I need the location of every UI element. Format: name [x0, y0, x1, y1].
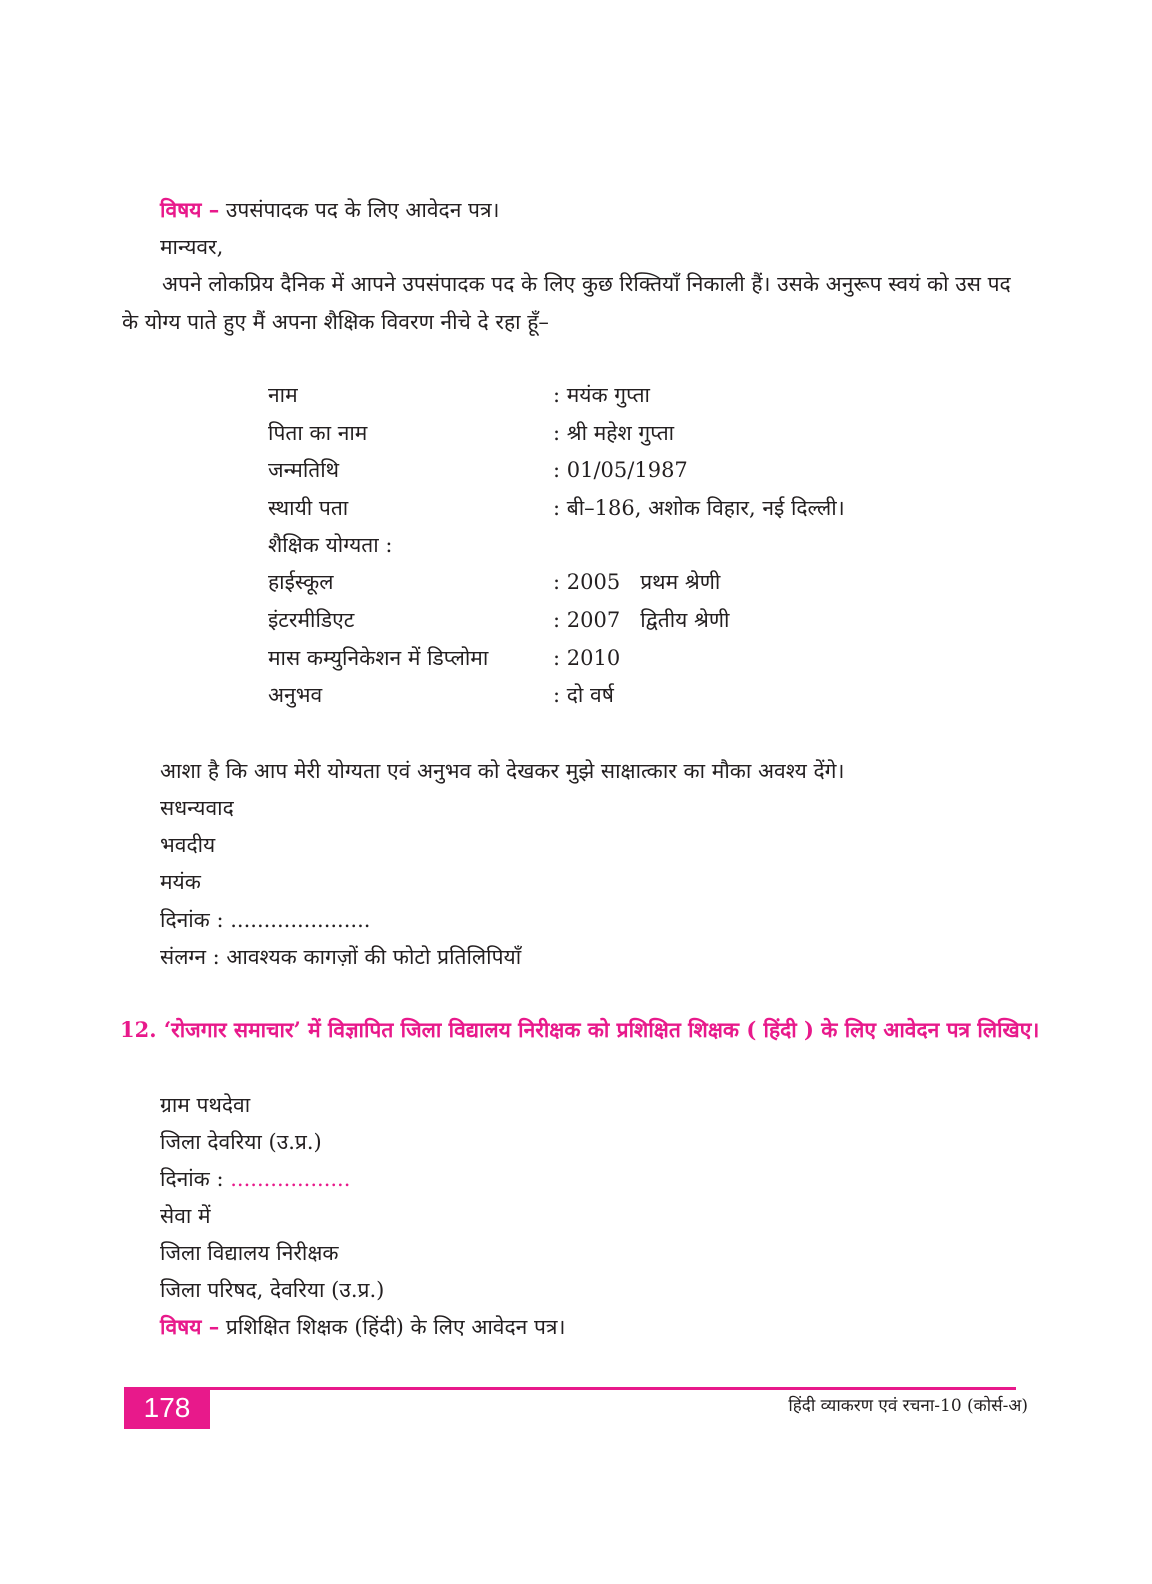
book-title: हिंदी व्याकरण एवं रचना-10 (कोर्स-अ) [788, 1396, 1028, 1416]
detail-label: शैक्षिक योग्यता : [268, 533, 393, 557]
detail-value: : दो वर्ष [553, 683, 614, 707]
detail-label: मास कम्युनिकेशन में डिप्लोमा [268, 646, 489, 670]
subject-label: विषय – [160, 197, 220, 222]
detail-label: नाम [268, 383, 298, 407]
detail-label: अनुभव [268, 683, 323, 707]
salutation: मान्यवर, [160, 235, 224, 259]
detail-value: : बी–186, अशोक विहार, नई दिल्ली। [553, 496, 845, 520]
detail-value: : श्री महेश गुप्ता [553, 421, 675, 445]
yours: भवदीय [160, 833, 216, 857]
detail-label: जन्मतिथि [268, 458, 340, 482]
letter-body: अपने लोकप्रिय दैनिक में आपने उपसंपादक पद के लिए कुछ रिक्तियाँ निकाली हैं। उसके अनुरूप स्वयं को उस पद के योग्य पाते हुए मैं अपना शैक्षिक विवरण नीचे दे रहा हूँ– [122, 272, 1011, 334]
detail-value: : 2007 द्वितीय श्रेणी [553, 608, 730, 632]
subject-text: उपसंपादक पद के लिए आवेदन पत्र। [219, 198, 500, 222]
sender-name: मयंक [160, 870, 201, 894]
detail-value: : मयंक गुप्ता [553, 383, 650, 407]
subject-text: प्रशिक्षित शिक्षक (हिंदी) के लिए आवेदन पत्र। [219, 1315, 566, 1339]
detail-label: हाईस्कूल [268, 570, 334, 594]
date-dots: .................. [230, 1167, 351, 1191]
thanks: सधन्यवाद [160, 796, 234, 820]
address-line: ग्राम पथदेवा [160, 1093, 251, 1117]
detail-value: : 2010 [553, 646, 621, 670]
to-line: जिला परिषद, देवरिया (उ.प्र.) [160, 1278, 385, 1302]
date-label: दिनांक : [160, 1167, 231, 1191]
q12-date [160, 1164, 350, 1194]
question-12-heading: 12. ‘रोजगार समाचार’ में विज्ञापित जिला विद्यालय निरीक्षक को प्रशिक्षित शिक्षक ( हिंदी ) के लिए आवेदन पत्र लिखिए। [120, 1017, 1040, 1042]
subject-label: विषय – [160, 1314, 220, 1339]
detail-value: : 2005 प्रथम श्रेणी [553, 570, 721, 594]
enclosure: संलग्न : आवश्यक कागज़ों की फोटो प्रतिलिपियाँ [160, 945, 522, 969]
closing-line: आशा है कि आप मेरी योग्यता एवं अनुभव को देखकर मुझे साक्षात्कार का मौका अवश्य देंगे। [160, 759, 845, 783]
date-line: दिनांक : ..................... [160, 908, 371, 932]
detail-value: : 01/05/1987 [553, 458, 688, 482]
page-number: 178 [124, 1387, 210, 1429]
footer-rule [124, 1387, 1016, 1390]
letter1-subject [160, 195, 500, 225]
address-line: जिला देवरिया (उ.प्र.) [160, 1130, 322, 1154]
detail-label: पिता का नाम [268, 421, 368, 445]
to-line: जिला विद्यालय निरीक्षक [160, 1241, 339, 1265]
q12-subject [160, 1312, 565, 1342]
detail-label: इंटरमीडिएट [268, 608, 355, 632]
detail-label: स्थायी पता [268, 496, 349, 520]
to-line: सेवा में [160, 1204, 211, 1228]
